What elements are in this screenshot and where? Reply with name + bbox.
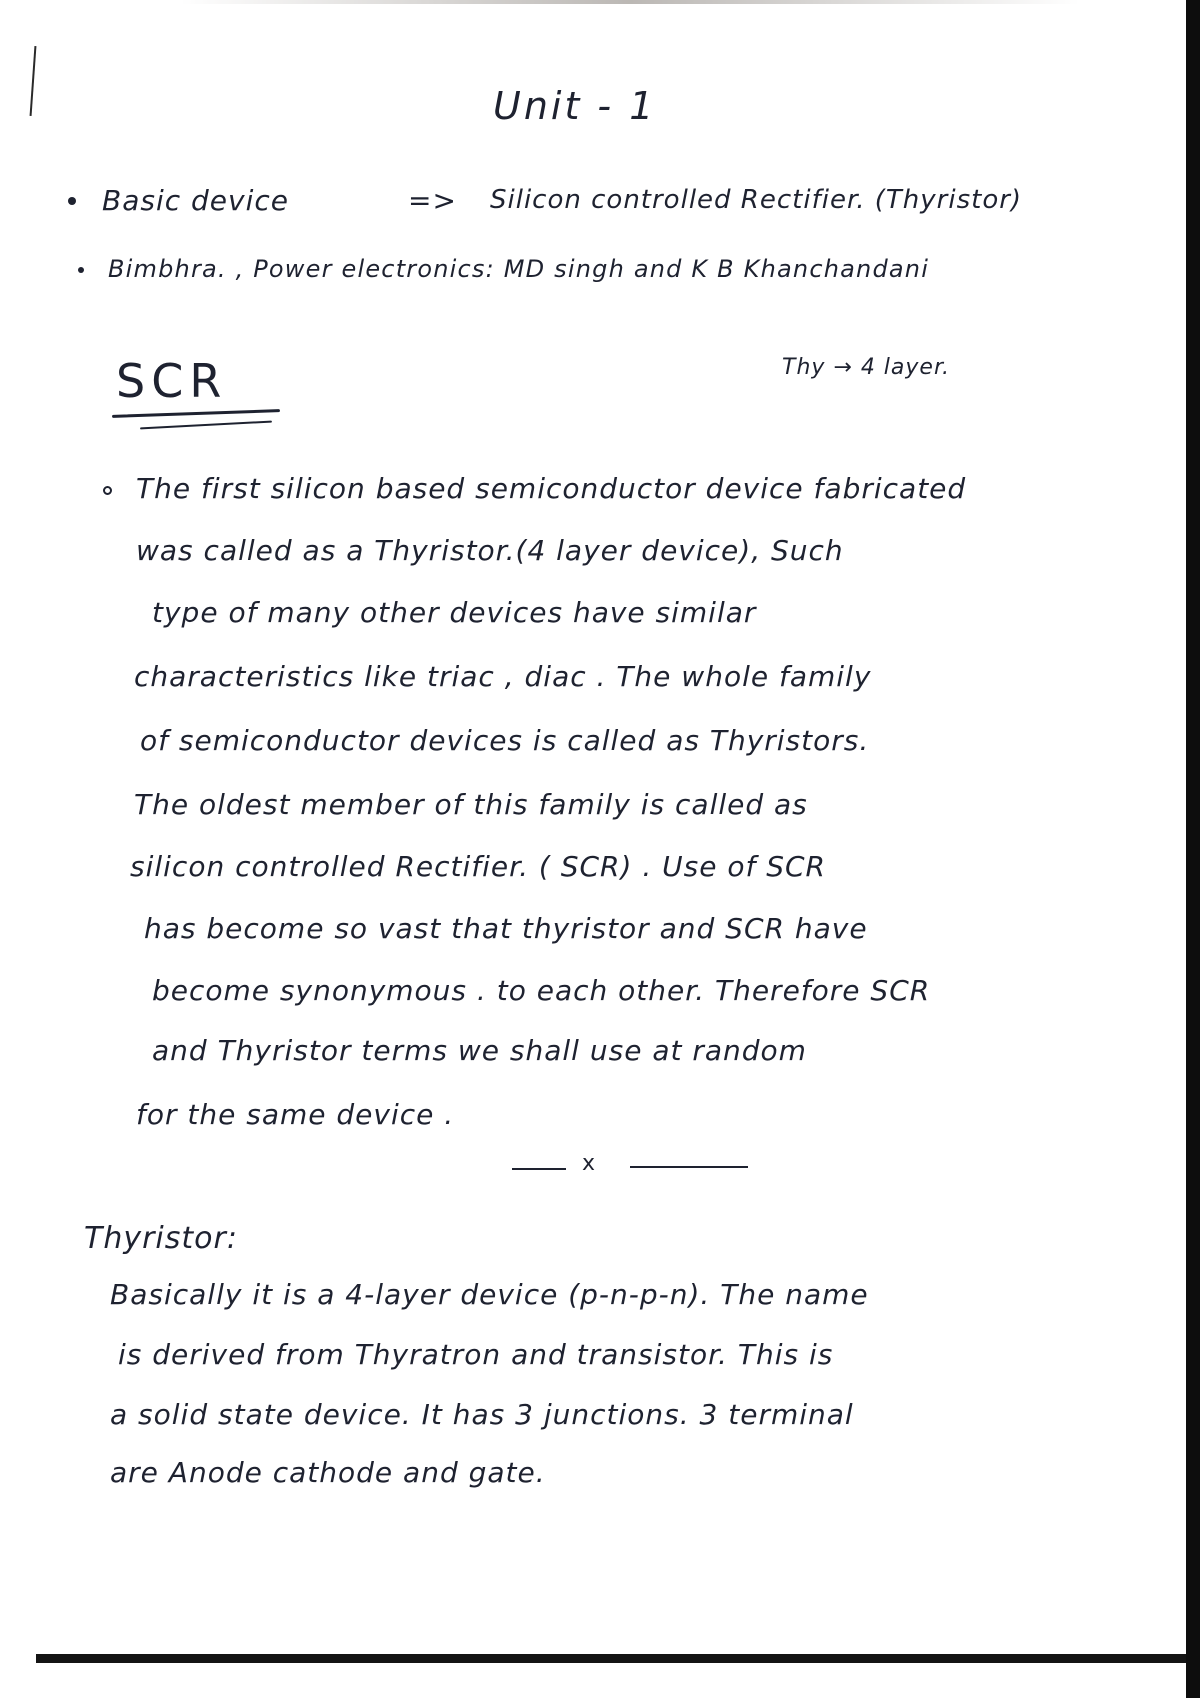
bullet-references bbox=[78, 267, 84, 273]
bullet-scr-paragraph bbox=[103, 486, 112, 495]
thyristor-line-4: are Anode cathode and gate. bbox=[110, 1456, 546, 1489]
basic-device-label: Basic device bbox=[102, 184, 289, 217]
implies-arrow: => bbox=[408, 184, 457, 217]
page-right-edge bbox=[1186, 0, 1200, 1698]
scr-underline-2 bbox=[140, 421, 272, 430]
scr-line-6: The oldest member of this family is called as bbox=[134, 788, 808, 821]
thyristor-line-1: Basically it is a 4-layer device (p-n-p-n). The name bbox=[110, 1278, 869, 1311]
scr-line-9: become synonymous . to each other. Therefore SCR bbox=[152, 974, 931, 1007]
scr-line-11: for the same device . bbox=[136, 1098, 455, 1131]
scr-underline-1 bbox=[112, 409, 280, 418]
scr-heading: SCR bbox=[116, 354, 228, 408]
separator-right-rule bbox=[630, 1166, 748, 1168]
layer-side-note: Thy → 4 layer. bbox=[782, 355, 950, 380]
scr-line-10: and Thyristor terms we shall use at random bbox=[152, 1034, 807, 1067]
scr-line-4: characteristics like triac , diac . The whole family bbox=[134, 660, 872, 693]
thyristor-line-3: a solid state device. It has 3 junctions. 3 terminal bbox=[110, 1398, 854, 1431]
margin-pen-mark bbox=[30, 46, 37, 116]
page-top-edge bbox=[180, 0, 1080, 4]
thyristor-line-2: is derived from Thyratron and transistor. This is bbox=[118, 1338, 834, 1371]
device-name: Silicon controlled Rectifier. (Thyristor) bbox=[490, 185, 1023, 215]
references-line: Bimbhra. , Power electronics: MD singh and K B Khanchandani bbox=[108, 255, 930, 283]
page-bottom-rule bbox=[36, 1654, 1186, 1663]
separator-mark: x bbox=[582, 1151, 597, 1176]
scr-line-2: was called as a Thyristor.(4 layer device), Such bbox=[136, 534, 844, 567]
bullet-basic-device bbox=[68, 197, 76, 205]
scr-line-8: has become so vast that thyristor and SCR have bbox=[144, 912, 868, 945]
scr-line-5: of semiconductor devices is called as Thyristors. bbox=[140, 724, 870, 757]
thyristor-heading: Thyristor: bbox=[84, 1221, 238, 1256]
scr-line-7: silicon controlled Rectifier. ( SCR) . Use of SCR bbox=[130, 850, 826, 883]
scr-line-1: The first silicon based semiconductor device fabricated bbox=[136, 472, 967, 505]
separator-left-rule bbox=[512, 1168, 566, 1170]
unit-title: Unit - 1 bbox=[493, 84, 657, 128]
scr-line-3: type of many other devices have similar bbox=[152, 596, 757, 629]
